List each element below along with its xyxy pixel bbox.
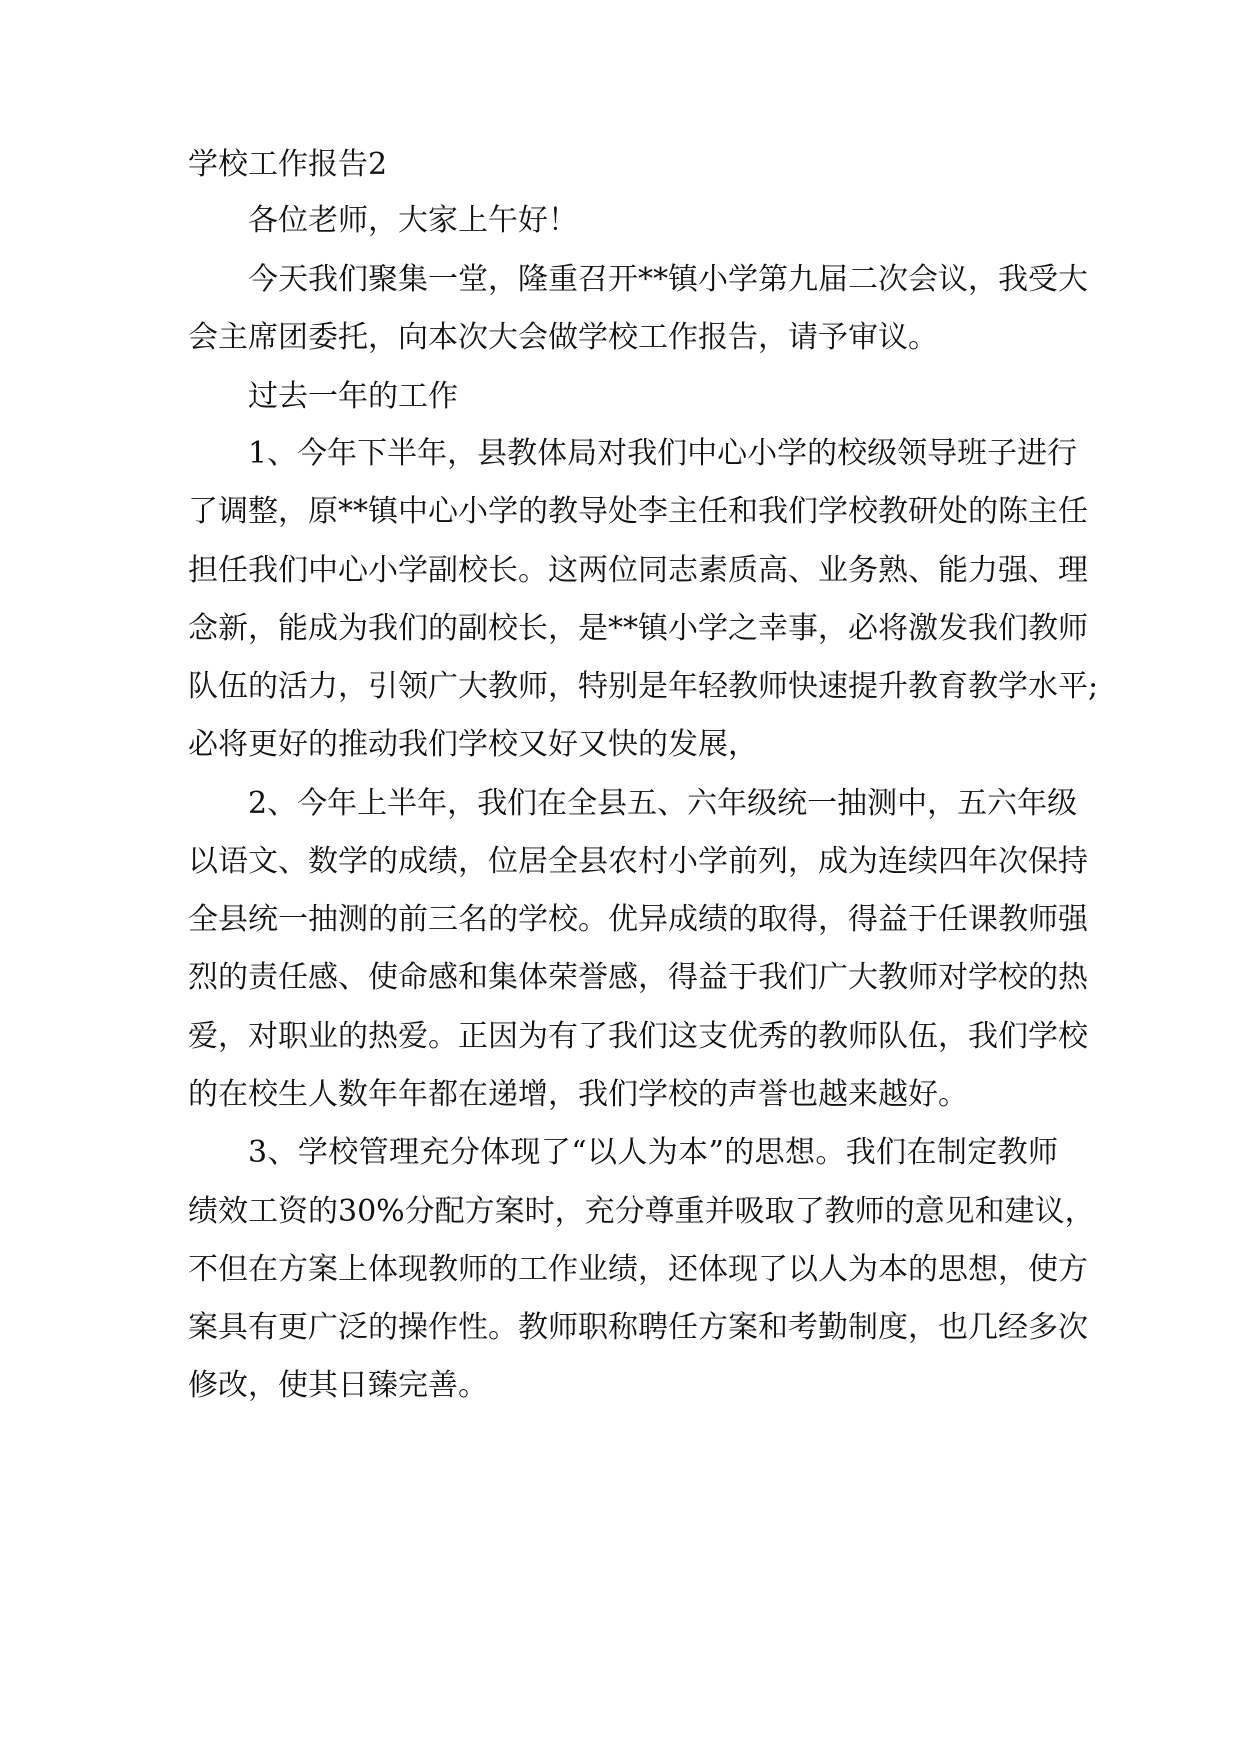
- paragraph-line: 绩效工资的30%分配方案时，充分尊重并吸取了教师的意见和建议，: [188, 1194, 1095, 1229]
- paragraph-line: 爱，对职业的热爱。正因为有了我们这支优秀的教师队伍，我们学校: [188, 1019, 1088, 1054]
- paragraph-line: 修改，使其日臻完善。: [188, 1368, 488, 1403]
- paragraph-line: 全县统一抽测的前三名的学校。优异成绩的取得，得益于任课教师强: [188, 902, 1088, 937]
- paragraph-line: 队伍的活力，引领广大教师，特别是年轻教师快速提升教育教学水平;: [188, 669, 1099, 704]
- paragraph-line: 会主席团委托，向本次大会做学校工作报告，请予审议。: [188, 320, 938, 355]
- section-heading: 过去一年的工作: [248, 379, 458, 414]
- paragraph-line: 念新，能成为我们的副校长，是**镇小学之幸事，必将激发我们教师: [188, 611, 1088, 646]
- paragraph-line: 今天我们聚集一堂，隆重召开**镇小学第九届二次会议，我受大: [248, 262, 1088, 297]
- paragraph-line: 担任我们中心小学副校长。这两位同志素质高、业务熟、能力强、理: [188, 553, 1088, 588]
- paragraph-line: 以语文、数学的成绩，位居全县农村小学前列，成为连续四年次保持: [188, 844, 1088, 879]
- paragraph-line: 烈的责任感、使命感和集体荣誉感，得益于我们广大教师对学校的热: [188, 960, 1088, 995]
- greeting-line: 各位老师，大家上午好！: [248, 203, 578, 238]
- paragraph-line: 了调整，原**镇中心小学的教导处李主任和我们学校教研处的陈主任: [188, 494, 1088, 529]
- paragraph-line: 2、今年上半年，我们在全县五、六年级统一抽测中，五六年级: [248, 786, 1078, 821]
- paragraph-line: 案具有更广泛的操作性。教师职称聘任方案和考勤制度，也几经多次: [188, 1310, 1088, 1345]
- paragraph-line: 不但在方案上体现教师的工作业绩，还体现了以人为本的思想，使方: [188, 1252, 1088, 1287]
- paragraph-line: 必将更好的推动我们学校又好又快的发展，: [188, 727, 758, 762]
- paragraph-line: 的在校生人数年年都在递增，我们学校的声誉也越来越好。: [188, 1077, 968, 1112]
- paragraph-line: 1、今年下半年，县教体局对我们中心小学的校级领导班子进行: [248, 436, 1078, 471]
- paragraph-line: 3、学校管理充分体现了“以人为本”的思想。我们在制定教师: [248, 1135, 1058, 1170]
- document-title: 学校工作报告2: [188, 147, 388, 182]
